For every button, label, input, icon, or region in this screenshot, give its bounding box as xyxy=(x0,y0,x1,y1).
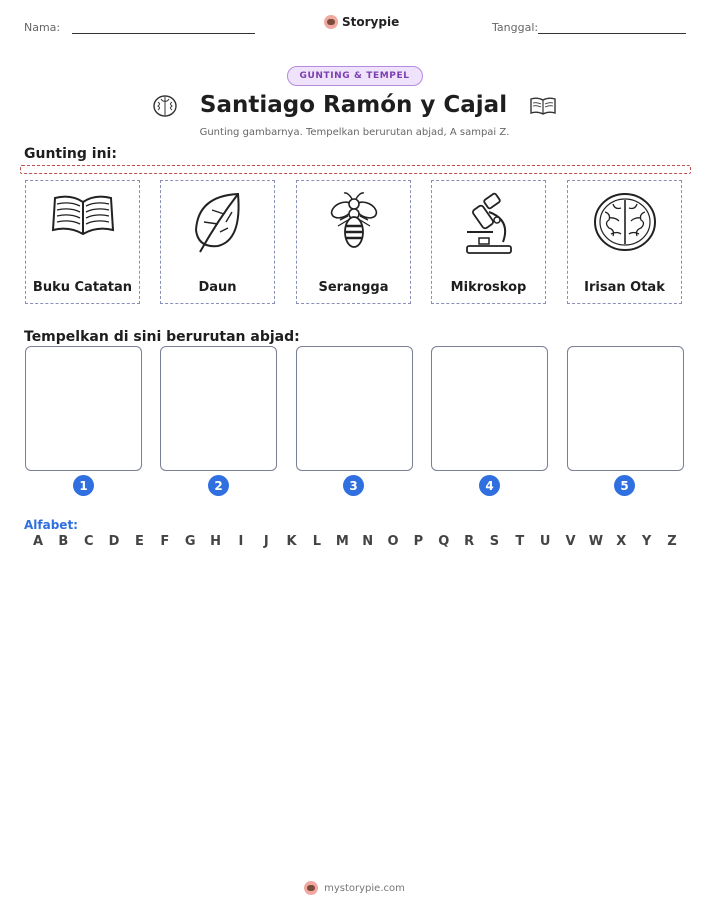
slot-number: 4 xyxy=(479,475,500,496)
alphabet-letter: I xyxy=(238,534,244,549)
alphabet-letter: Y xyxy=(641,534,652,549)
alphabet-heading: Alfabet: xyxy=(24,518,78,532)
instructions: Gunting gambarnya. Tempelkan berurutan abjad, A sampai Z. xyxy=(199,127,510,138)
microscope-icon xyxy=(459,190,519,258)
cut-line xyxy=(20,165,691,174)
brain-slice-icon xyxy=(152,93,178,119)
alphabet-letter: S xyxy=(489,534,500,549)
page-title: Santiago Ramón y Cajal xyxy=(199,92,508,118)
paste-slot[interactable] xyxy=(431,346,548,471)
insect-icon xyxy=(322,190,386,254)
alphabet-letter: P xyxy=(413,534,424,549)
alphabet-letter: O xyxy=(387,534,399,549)
page-title-row xyxy=(0,92,709,119)
cut-card[interactable] xyxy=(160,180,275,304)
alphabet-letter: H xyxy=(210,534,221,549)
card-label: Mikroskop xyxy=(450,280,527,295)
alphabet-letter: J xyxy=(263,534,269,549)
paste-heading: Tempelkan di sini berurutan abjad: xyxy=(24,329,300,345)
storypie-logo-icon xyxy=(324,15,338,29)
paste-slot[interactable] xyxy=(567,346,684,471)
cut-card[interactable] xyxy=(296,180,411,304)
alphabet-row xyxy=(30,534,680,549)
alphabet-letter: X xyxy=(616,534,627,549)
cut-card[interactable] xyxy=(567,180,682,304)
alphabet-letter: C xyxy=(83,534,94,549)
date-line[interactable] xyxy=(538,33,686,34)
alphabet-letter: W xyxy=(588,534,604,549)
alphabet-letter: E xyxy=(134,534,144,549)
date-label: Tanggal: xyxy=(492,21,539,34)
slot-number: 1 xyxy=(73,475,94,496)
alphabet-letter: N xyxy=(362,534,374,549)
alphabet-letter: A xyxy=(32,534,44,549)
cut-card[interactable] xyxy=(25,180,140,304)
alphabet-letter: B xyxy=(58,534,69,549)
alphabet-letter: F xyxy=(160,534,170,549)
cut-heading: Gunting ini: xyxy=(24,146,117,162)
alphabet-letter: R xyxy=(464,534,475,549)
card-label: Daun xyxy=(198,280,237,295)
name-label: Nama: xyxy=(24,21,61,34)
slot-number: 3 xyxy=(343,475,364,496)
paste-slot[interactable] xyxy=(160,346,277,471)
brand-logo xyxy=(324,15,399,29)
alphabet-letter: T xyxy=(515,534,525,549)
card-label: Serangga xyxy=(318,280,389,295)
open-book-icon xyxy=(529,95,557,117)
alphabet-letter: Z xyxy=(667,534,677,549)
card-label: Buku Catatan xyxy=(32,280,133,295)
notebook-icon xyxy=(49,190,117,242)
paste-slot[interactable] xyxy=(296,346,413,471)
alphabet-letter: M xyxy=(335,534,349,549)
storypie-logo-icon xyxy=(304,881,318,895)
brain-slice-icon xyxy=(591,190,659,254)
alphabet-letter: K xyxy=(286,534,297,549)
alphabet-letter: Q xyxy=(438,534,450,549)
alphabet-letter: L xyxy=(312,534,322,549)
alphabet-letter: G xyxy=(184,534,196,549)
slot-number: 2 xyxy=(208,475,229,496)
brand-name: Storypie xyxy=(342,15,400,29)
paste-slot[interactable] xyxy=(25,346,142,471)
card-label: Irisan Otak xyxy=(584,280,665,295)
alphabet-letter: D xyxy=(108,534,120,549)
slot-number: 5 xyxy=(614,475,635,496)
activity-badge: GUNTING & TEMPEL xyxy=(286,66,422,86)
leaf-icon xyxy=(188,190,248,258)
name-line[interactable] xyxy=(72,33,255,34)
alphabet-letter: U xyxy=(539,534,551,549)
footer xyxy=(0,881,709,895)
alphabet-letter: V xyxy=(565,534,576,549)
cut-card[interactable] xyxy=(431,180,546,304)
footer-site: mystorypie.com xyxy=(324,882,405,894)
